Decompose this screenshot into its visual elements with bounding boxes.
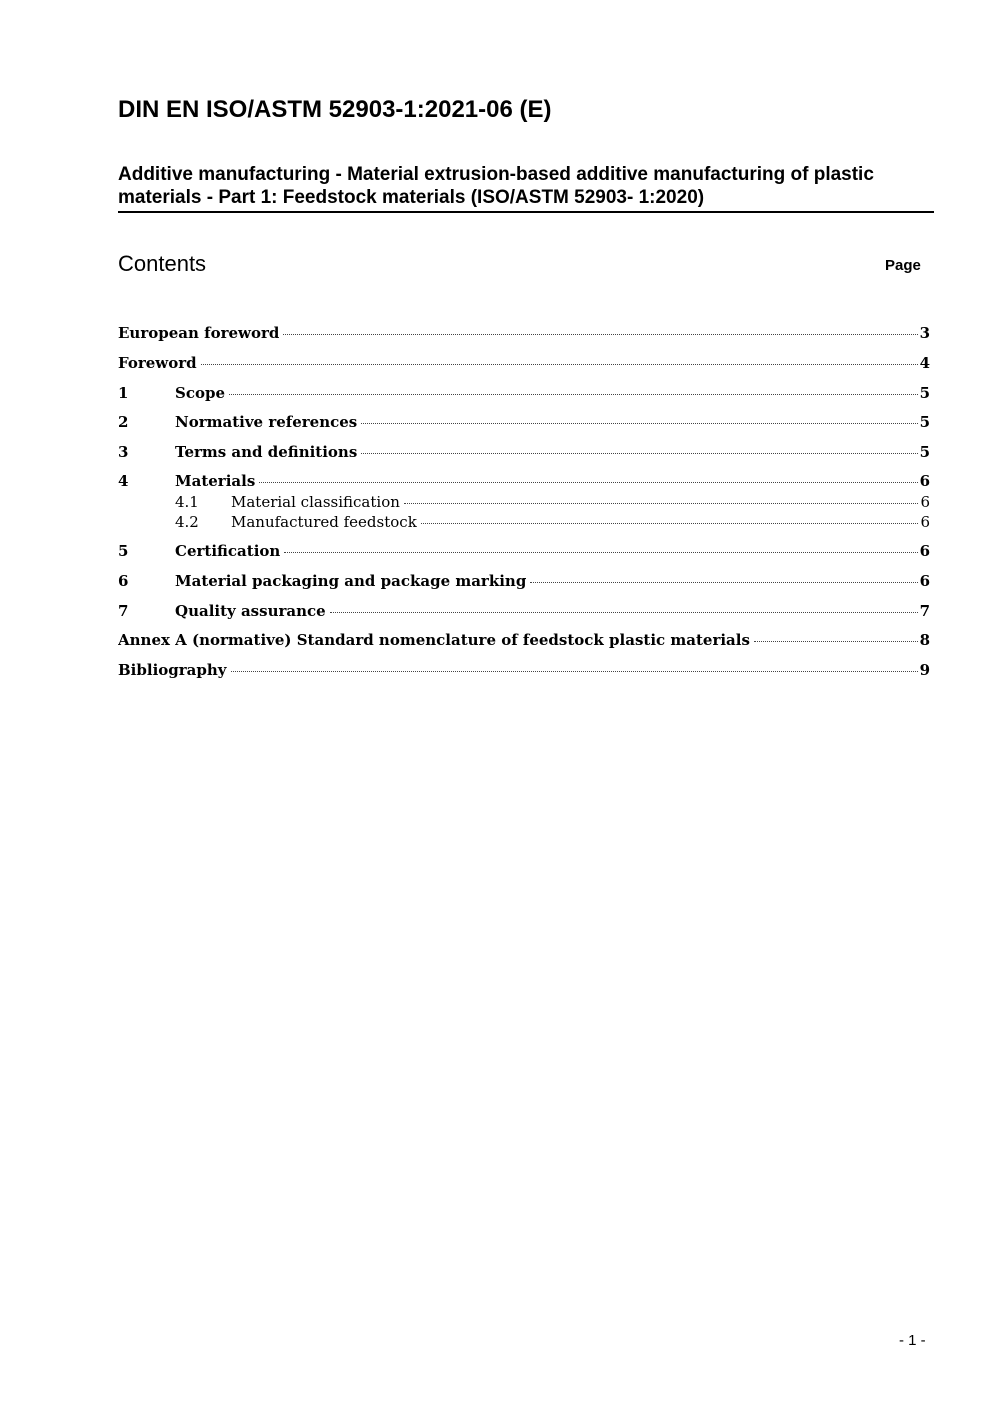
toc-entry-page: 4 bbox=[919, 354, 930, 372]
toc-entry-page: 9 bbox=[919, 661, 930, 679]
toc-dot-leader bbox=[404, 502, 919, 504]
toc-entry-label: European foreword bbox=[118, 324, 280, 342]
toc-entry-label: Quality assurance bbox=[175, 602, 326, 620]
toc-dot-leader bbox=[284, 551, 917, 553]
toc-entry-page: 6 bbox=[919, 572, 930, 590]
toc-entry[interactable] bbox=[118, 630, 930, 650]
toc-dot-leader bbox=[229, 393, 918, 395]
toc-entry-number: 7 bbox=[118, 602, 129, 620]
toc-dot-leader bbox=[530, 581, 917, 583]
toc-dot-leader bbox=[330, 611, 918, 613]
toc-entry-label: Material packaging and package marking bbox=[175, 572, 527, 590]
toc-entry-label: Bibliography bbox=[118, 661, 227, 679]
toc-entry[interactable] bbox=[118, 353, 930, 373]
document-title-line-2: materials - Part 1: Feedstock materials (ISO/ASTM 52903- 1:2020) bbox=[118, 187, 705, 208]
toc-entry-label: Certification bbox=[175, 542, 281, 560]
toc-entry-label: Annex A (normative) Standard nomenclature of feedstock plastic materials bbox=[118, 631, 750, 649]
toc-entry[interactable] bbox=[118, 660, 930, 680]
toc-entry-number: 5 bbox=[118, 542, 129, 560]
page-number: - 1 - bbox=[899, 1332, 926, 1349]
toc-entry-page: 3 bbox=[919, 324, 930, 342]
toc-entry-page: 5 bbox=[919, 384, 930, 402]
toc-entry-page: 6 bbox=[919, 542, 930, 560]
toc-entry-number: 4 bbox=[118, 472, 129, 490]
toc-dot-leader bbox=[361, 422, 917, 424]
toc-entry[interactable] bbox=[118, 383, 930, 403]
toc-entry-page: 6 bbox=[920, 493, 930, 511]
toc-entry-page: 6 bbox=[919, 472, 930, 490]
document-title-line-1: Additive manufacturing - Material extrusion-based additive manufacturing of plastic bbox=[118, 164, 874, 185]
toc-entry[interactable] bbox=[118, 571, 930, 591]
toc-entry-number: 1 bbox=[118, 384, 129, 402]
toc-entry-number: 4.2 bbox=[175, 513, 199, 531]
toc-entry[interactable] bbox=[118, 601, 930, 621]
toc-entry[interactable] bbox=[118, 541, 930, 561]
contents-heading: Contents bbox=[118, 251, 207, 276]
page-column-heading: Page bbox=[885, 257, 921, 274]
toc-entry-page: 6 bbox=[920, 513, 930, 531]
toc-entry-number: 6 bbox=[118, 572, 129, 590]
toc-entry-page: 5 bbox=[919, 443, 930, 461]
toc-entry-page: 8 bbox=[919, 631, 930, 649]
toc-entry[interactable] bbox=[118, 323, 930, 343]
toc-entry-number: 4.1 bbox=[175, 493, 199, 511]
toc-entry-label: Terms and definitions bbox=[175, 443, 358, 461]
toc-entry[interactable] bbox=[118, 442, 930, 462]
document-id: DIN EN ISO/ASTM 52903-1:2021-06 (E) bbox=[118, 96, 552, 123]
toc-dot-leader bbox=[231, 670, 918, 672]
toc-entry-label: Manufactured feedstock bbox=[231, 513, 417, 531]
toc-entry-page: 7 bbox=[919, 602, 930, 620]
toc-entry[interactable] bbox=[118, 412, 930, 432]
toc-dot-leader bbox=[283, 333, 917, 335]
toc-entry-label: Material classification bbox=[231, 493, 400, 511]
toc-entry-label: Foreword bbox=[118, 354, 197, 372]
toc-entry-page: 5 bbox=[919, 413, 930, 431]
toc-entry-label: Scope bbox=[175, 384, 226, 402]
toc-entry[interactable] bbox=[118, 471, 930, 491]
toc-entry-label: Normative references bbox=[175, 413, 358, 431]
toc-dot-leader bbox=[421, 522, 919, 524]
toc-dot-leader bbox=[361, 452, 917, 454]
toc-dot-leader bbox=[201, 363, 918, 365]
toc-entry-number: 2 bbox=[118, 413, 129, 431]
toc-dot-leader bbox=[259, 481, 917, 483]
toc-dot-leader bbox=[754, 640, 918, 642]
toc-entry[interactable] bbox=[118, 492, 930, 512]
toc-entry-label: Materials bbox=[175, 472, 256, 490]
toc-entry-number: 3 bbox=[118, 443, 129, 461]
toc-entry[interactable] bbox=[118, 512, 930, 532]
table-of-contents bbox=[118, 0, 930, 1403]
